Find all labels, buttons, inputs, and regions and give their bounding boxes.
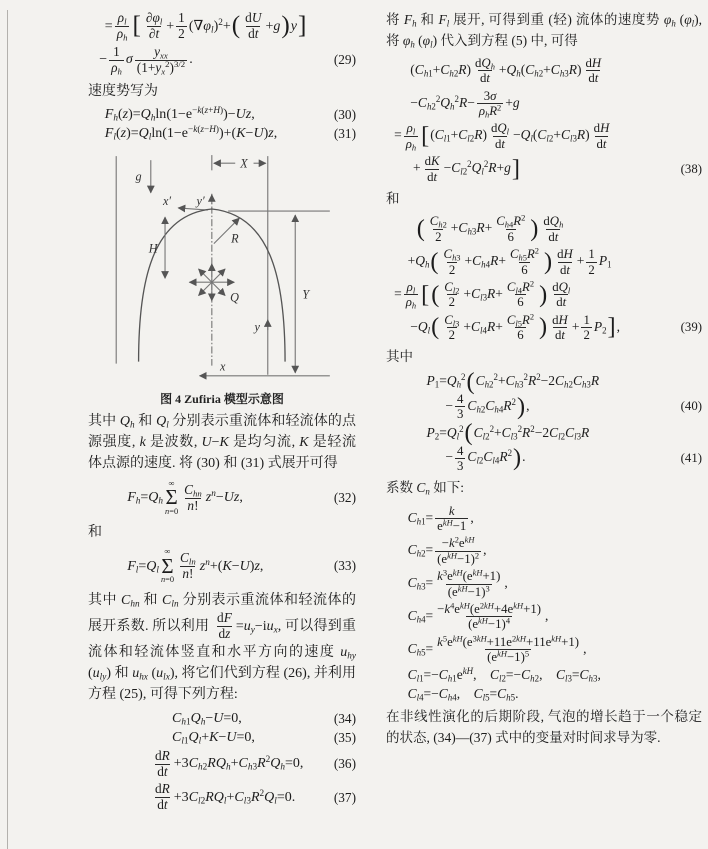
paragraph: 系数 $C_n$ 如下: [386,480,464,497]
equation: $\frac{dR}{dt}$ $+3C_{h2}RQ_h+C_{h3}R^2Q_h=0$, [155,747,304,779]
equation-line [386,444,702,474]
label-x: x [219,359,226,374]
label-H: H [148,241,158,256]
equation-line [88,11,356,42]
zufiria-model-figure [88,150,356,407]
equation: $P_2=Q_l^2(C_{l2}^2+C_{l3}^2R^2-2C_{l2}C_{l3}R$ [426,419,590,447]
label-y-prime: y′ [196,193,205,208]
equation-line [88,711,356,727]
equation-number: (35) [333,729,356,745]
equation-block [88,548,356,585]
equation: $P_1=Q_h^2(C_{h2}^2+C_{h3}^2R^2-2C_{h2}C_{h3}R$ [426,367,600,395]
paragraph: 其中 $Q_h$ 和 $Q_l$ 分别表示重流体和轻流体的点源强度, k 是波数, U−K 是均匀流, K 是轻流体点源的速度. 将 (30) 和 (31) 式展开可得 [88,413,357,472]
equation-number: (32) [333,490,356,506]
equation: $C_{h5}=$ $\frac{k^5e^{kH}(e^{3kH}+11e^{2kH}+11e^{kH}+1)}{(e^{kH}-1)^5}$ , [407,633,587,664]
equation: $C_{h2}=$ $\frac{-k^2e^{kH}}{(e^{kH}-1)^2}$ , [407,534,487,566]
equation-block [386,56,702,184]
equation-line [386,367,702,395]
equation-line [88,548,356,585]
equation: $C_{h1}=$ $\frac{k}{e^{kH}-1}$ , [407,503,474,534]
equation: $C_{l1}Q_l+K-U=0$, [172,729,255,746]
equation-number: (41) [680,450,702,465]
equation-block [88,104,356,142]
equation-line [88,730,356,746]
label-X: X [240,156,248,171]
scan-edge-line [7,10,8,849]
equation: − $\frac{4}{3}$ $C_{l2}C_{l4}R^2$). [445,443,526,473]
equation: − $\frac{1}{\rho_h}$ σ $\frac{y_{xx}}{(1+y_x^2)^{3/2}}$ . [99,43,193,77]
equation: − $\frac{4}{3}$ $C_{h2}C_{h4}R^2$), [445,391,530,422]
equation: = $\frac{\rho_l}{\rho_h}$ [( $\frac{C_{l2}}{2}$ $+C_{l3}R+$ $\frac{C_{l4}R^2}{6}$ ) $\frac{dQ_l}{dt}$ [394,278,571,311]
equation: $\frac{dR}{dt}$ $+3C_{l2}RQ_l+C_{l3}R^2Q_l=0$. [155,781,296,813]
equation: $+Q_h$( $\frac{C_{h3}}{2}$ $+C_{h4}R+$ $\frac{C_{h5}R^2}{6}$ ) $\frac{dH}{dt}$ + $\frac{1}{2}$ $P_1$ [407,245,612,277]
equation: $-C_{h2}^2Q_h^2R-$ $\frac{3\sigma}{\rho_hR^2}$ +g [410,88,520,120]
equation-number: (30) [333,106,356,122]
equation: + $\frac{dK}{dt}$ $-C_{l2}^2Q_l^2R+g$] [413,154,521,184]
paragraph: 和 [88,524,102,540]
equation-line [386,89,702,119]
equation-line [386,56,702,86]
paragraph: 在非线性演化的后期阶段, 气泡的增长趋于一个稳定的状态, (34)—(37) 式中的变量对时间求导为零. [386,709,702,745]
equation: $C_{h4}=$ $\frac{-k^4e^{kH}(e^{2kH}+4e^{kH}+1)}{(e^{kH}-1)^4}$ , [407,600,549,632]
equation-line [88,480,356,517]
paragraph: 其中 $C_{hn}$ 和 $C_{ln}$ 分别表示重流体和轻流体的展开系数. 所以利用 $\frac{dF}{dz}$ $=u_y-iu_x$, 可以得到重流体和轻流体竖直和水平方向的速度 $u_{hy}$ $(u_{ly})$ 和 $u_{hx}$ $(u_{lx})$, 将它们代到方程 (26), 并利用方程 (25), 可得下列方程: [88,592,357,703]
equation-line [386,392,702,422]
zufiria-diagram [96,150,348,386]
equation-number: (37) [333,789,356,805]
equation-line [88,45,356,76]
equation-line [386,121,702,151]
equation: $F_h(z)=Q_h\ln(1-e^{-k(z+H)})-Uz$, [104,104,255,123]
equation-line [386,280,702,310]
equation-number: (34) [333,710,356,726]
label-R: R [231,231,239,246]
equation-number: (40) [680,399,702,414]
equation-line [386,154,702,184]
equation-number: (31) [333,125,356,141]
equation-line [386,419,702,447]
equation-number: (33) [333,558,356,574]
figure-caption: 图 4 Zufiria 模型示意图 [160,391,284,406]
equation-block [386,367,702,473]
equation-number: (29) [333,52,356,68]
equation-block [386,214,702,342]
equation-line [386,247,702,277]
equation: = $\frac{\rho_l}{\rho_h}$ [ $\frac{\partial\varphi_l}{\partial t}$ + $\frac{1}{2}$ $(\nabla\varphi_l)^2+$( $\frac{dU}{dt}$ +g)y] [104,10,307,43]
equation-line [386,686,702,702]
paragraph: 将 $F_h$ 和 $F_l$ 展开, 可得到重 (轻) 流体的速度势 $\varphi_h$ $(\varphi_l)$, 将 $\varphi_h$ $(\varphi_l)$ 代入到方程 (5) 中, 可得 [386,12,703,49]
equation-line [386,635,702,665]
equation: $C_{l4}=-C_{h4}$, $C_{l5}=C_{h5}$. [407,686,519,703]
equation-line [386,536,702,566]
equation-line [386,667,702,683]
paragraph: 速度势写为 [88,83,158,99]
equation-block [88,711,356,814]
label-y: y [254,319,260,334]
equation: = $\frac{\rho_l}{\rho_h}$ [$(C_{l1}+C_{l2}R)$ $\frac{dQ_l}{dt}$ $-Q_l(C_{l2}+C_{l3}R)$ $\frac{dH}{dt}$ [394,121,610,153]
left-column-bottom [88,411,356,813]
equation-block [88,480,356,517]
paragraph: 其中 [386,349,413,365]
equation-line [88,123,356,142]
equation-line [386,602,702,632]
label-Q: Q [230,290,239,305]
equation-number: (38) [680,161,702,176]
point-source-arrows [189,264,234,301]
equation-block [386,504,702,703]
equation: $(C_{h1}+C_{h2}R)$ $\frac{dQ_h}{dt}$ $+Q_h(C_{h2}+C_{h3}R)$ $\frac{dH}{dt}$ [410,56,602,86]
equation-line [88,782,356,813]
equation: $C_{h3}=$ $\frac{k^3e^{kH}(e^{kH}+1)}{(e^{kH}-1)^3}$ , [407,567,508,599]
left-column-top [88,11,356,142]
label-Y: Y [302,287,310,302]
equation-line [88,749,356,780]
equation: $F_h=Q_h$ ∞ Σ n=0 $\frac{C_{hn}}{n!}$ $z^n-Uz$, [127,478,243,516]
equation: ( $\frac{C_{h2}}{2}$ $+C_{h3}R+$ $\frac{C_{h4}R^2}{6}$ ) $\frac{dQ_h}{dt}$ [416,212,564,244]
equation-line [88,104,356,123]
paragraph: 和 [386,190,400,206]
left-column [88,6,356,818]
equation: $C_{l1}=-C_{h1}e^{kH}$, $C_{l2}=-C_{h2}$, $C_{l3}=C_{h3}$, [407,666,601,684]
equation-number: (39) [680,319,702,334]
equation-block [88,11,356,76]
label-x-prime: x′ [163,193,172,208]
equation: $F_l=Q_l$ ∞ Σ n=0 $\frac{C_{ln}}{n!}$ $z^n+(K-U)z$, [127,546,264,584]
equation-line [386,569,702,599]
equation: $C_{h1}Q_h-U=0$, [172,710,242,727]
equation-number: (36) [333,756,356,771]
equation-line [386,504,702,534]
equation-line [386,310,702,343]
label-g: g [135,169,142,184]
right-column [386,6,702,752]
equation-line [386,214,702,244]
equation: $F_l(z)=Q_l\ln(1-e^{-k(z-H)})+(K-U)z$, [104,123,278,142]
equation: $-Q_l$( $\frac{C_{l3}}{2}$ $+C_{l4}R+$ $\frac{C_{l5}R^2}{6}$ ) $\frac{dH}{dt}$ + $\frac{1}{2}$ $P_2$], [410,310,621,342]
